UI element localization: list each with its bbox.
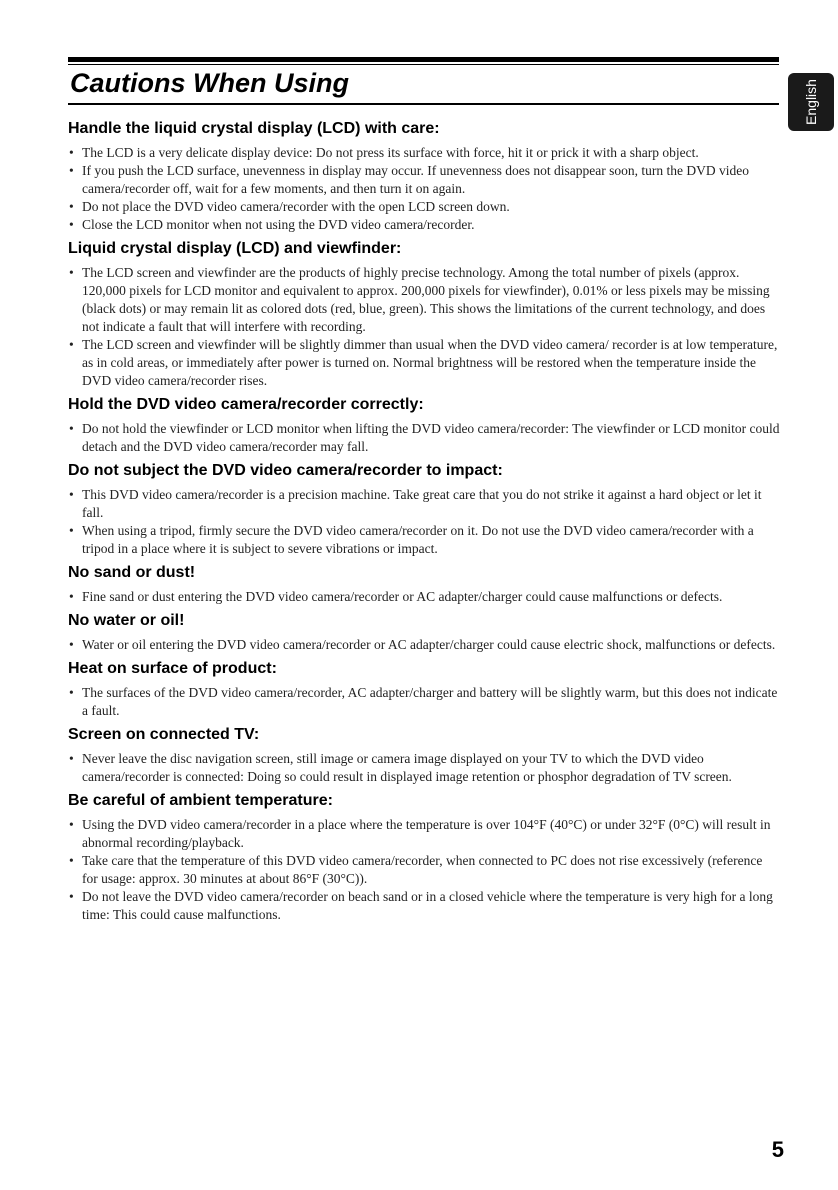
bullet-list <box>68 486 780 558</box>
bullet-item: • The surfaces of the DVD video camera/recorder, AC adapter/charger and battery will be slightly warm, but this does not indicate a fault. <box>68 684 780 720</box>
bullet-item: • This DVD video camera/recorder is a precision machine. Take great care that you do not strike it against a hard object or let it fall. <box>68 486 780 522</box>
bullet-item: • Never leave the disc navigation screen, still image or camera image displayed on your TV to which the DVD video camera/recorder is connected: Doing so could result in displayed image retention or phosphor degradation of TV screen. <box>68 750 780 786</box>
section-heading: Be careful of ambient temperature: <box>68 792 333 809</box>
bullet-item: • Water or oil entering the DVD video camera/recorder or AC adapter/charger could cause electric shock, malfunctions or defects. <box>68 636 780 654</box>
bullet-item: • The LCD screen and viewfinder are the products of highly precise technology. Among the total number of pixels (approx. 120,000 pixels for LCD monitor and equivalent to approx. 200,000 pixels for viewfinder), 0.01% or less pixels may be missing (black dots) or may remain lit as colored dots (red, blue, green). This shows the limitations of the current technology, and does not indicate a fault that will interfere with recording. <box>68 264 780 336</box>
section-heading: Heat on surface of product: <box>68 660 277 677</box>
bullet-item: • Fine sand or dust entering the DVD video camera/recorder or AC adapter/charger could cause malfunctions or defects. <box>68 588 780 606</box>
section-heading: Do not subject the DVD video camera/recorder to impact: <box>68 462 503 479</box>
bullet-list <box>68 750 780 786</box>
section-connected-tv <box>68 724 780 786</box>
bullet-list <box>68 144 780 234</box>
section-impact <box>68 460 780 558</box>
language-tab-label: English <box>802 79 819 125</box>
header-rule-thin <box>68 64 779 65</box>
section-heading: Screen on connected TV: <box>68 726 260 743</box>
cautions-content <box>68 118 780 928</box>
section-surface-heat <box>68 658 780 720</box>
bullet-list <box>68 264 780 390</box>
bullet-item: • The LCD is a very delicate display device: Do not press its surface with force, hit it or prick it with a sharp object. <box>68 144 780 162</box>
bullet-list <box>68 588 780 606</box>
section-heading: Liquid crystal display (LCD) and viewfinder: <box>68 240 402 257</box>
bullet-list <box>68 816 780 924</box>
section-hold-correctly <box>68 394 780 456</box>
bullet-list <box>68 684 780 720</box>
section-lcd-care <box>68 118 780 234</box>
bullet-item: • If you push the LCD surface, unevenness in display may occur. If unevenness does not disappear soon, turn the DVD video camera/recorder off, wait for a few moments, and then turn it on again. <box>68 162 780 198</box>
bullet-item: • Do not place the DVD video camera/recorder with the open LCD screen down. <box>68 198 780 216</box>
header-rule-bottom <box>68 103 779 105</box>
bullet-item: • Take care that the temperature of this DVD video camera/recorder, when connected to PC does not rise excessively (reference for usage: approx. 30 minutes at about 86°F (30°C)). <box>68 852 780 888</box>
bullet-item: • Do not hold the viewfinder or LCD monitor when lifting the DVD video camera/recorder: The viewfinder or LCD monitor could detach and the DVD video camera/recorder may fall. <box>68 420 780 456</box>
bullet-item: • When using a tripod, firmly secure the DVD video camera/recorder on it. Do not use the DVD video camera/recorder with a tripod in a place where it is subject to severe vibrations or impact. <box>68 522 780 558</box>
page-number: 5 <box>771 1137 784 1162</box>
section-sand-dust <box>68 562 780 606</box>
page-title: Cautions When Using <box>70 68 349 98</box>
bullet-item: • Using the DVD video camera/recorder in a place where the temperature is over 104°F (40°C) or under 32°F (0°C) will result in abnormal recording/playback. <box>68 816 780 852</box>
section-heading: No sand or dust! <box>68 564 196 581</box>
section-ambient-temperature <box>68 790 780 924</box>
bullet-list <box>68 420 780 456</box>
section-lcd-viewfinder <box>68 238 780 390</box>
section-water-oil <box>68 610 780 654</box>
bullet-item: • The LCD screen and viewfinder will be slightly dimmer than usual when the DVD video camera/ recorder is at low temperature, as in cold areas, or immediately after power is turned on. Normal brightness will be restored when the temperature inside the DVD video camera/recorder rises. <box>68 336 780 390</box>
language-tab <box>788 73 834 131</box>
bullet-item: • Do not leave the DVD video camera/recorder on beach sand or in a closed vehicle where the temperature is very high for a long time: This could cause malfunctions. <box>68 888 780 924</box>
header-rule-thick <box>68 57 779 62</box>
section-heading: Handle the liquid crystal display (LCD) with care: <box>68 120 440 137</box>
bullet-list <box>68 636 780 654</box>
section-heading: No water or oil! <box>68 612 185 629</box>
section-heading: Hold the DVD video camera/recorder correctly: <box>68 396 424 413</box>
bullet-item: • Close the LCD monitor when not using the DVD video camera/recorder. <box>68 216 780 234</box>
